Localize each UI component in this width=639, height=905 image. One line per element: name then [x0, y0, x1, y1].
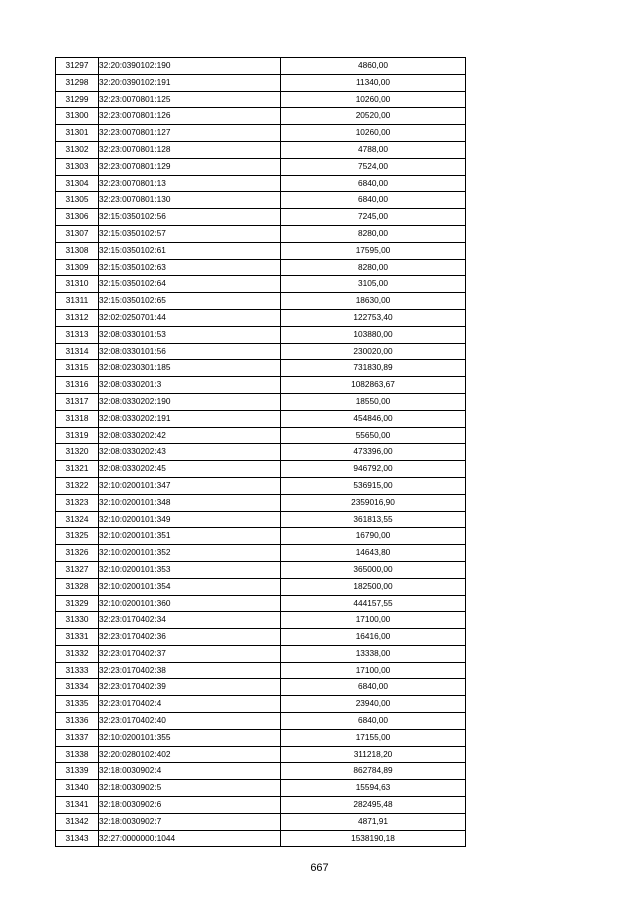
- value-cell: 6840,00: [281, 192, 466, 209]
- cadastral-number-cell: 32:15:0350102:64: [99, 276, 281, 293]
- cadastral-number-cell: 32:18:0030902:7: [99, 813, 281, 830]
- table-row: [56, 276, 466, 293]
- table-row: [56, 645, 466, 662]
- row-number-cell: 31320: [56, 444, 99, 461]
- table-row: [56, 58, 466, 75]
- table-row: [56, 679, 466, 696]
- value-cell: 17100,00: [281, 612, 466, 629]
- row-number-cell: 31312: [56, 309, 99, 326]
- table-row: [56, 74, 466, 91]
- row-number-cell: 31319: [56, 427, 99, 444]
- table-row: [56, 192, 466, 209]
- cadastral-number-cell: 32:18:0030902:4: [99, 763, 281, 780]
- cadastral-number-cell: 32:23:0070801:126: [99, 108, 281, 125]
- cadastral-number-cell: 32:23:0070801:128: [99, 141, 281, 158]
- row-number-cell: 31299: [56, 91, 99, 108]
- table-row: [56, 158, 466, 175]
- value-cell: 361813,55: [281, 511, 466, 528]
- row-number-cell: 31324: [56, 511, 99, 528]
- cadastral-number-cell: 32:23:0170402:40: [99, 713, 281, 730]
- row-number-cell: 31326: [56, 545, 99, 562]
- row-number-cell: 31342: [56, 813, 99, 830]
- cadastral-number-cell: 32:23:0170402:38: [99, 662, 281, 679]
- table-row: [56, 561, 466, 578]
- value-cell: 10260,00: [281, 91, 466, 108]
- cadastral-number-cell: 32:08:0330202:191: [99, 410, 281, 427]
- value-cell: 6840,00: [281, 713, 466, 730]
- value-cell: 16790,00: [281, 528, 466, 545]
- table-row: [56, 545, 466, 562]
- value-cell: 18550,00: [281, 393, 466, 410]
- cadastral-number-cell: 32:10:0200101:352: [99, 545, 281, 562]
- row-number-cell: 31329: [56, 595, 99, 612]
- value-cell: 11340,00: [281, 74, 466, 91]
- row-number-cell: 31333: [56, 662, 99, 679]
- value-cell: 3105,00: [281, 276, 466, 293]
- cadastral-number-cell: 32:20:0390102:190: [99, 58, 281, 75]
- table-row: [56, 629, 466, 646]
- cadastral-number-cell: 32:08:0230301:185: [99, 360, 281, 377]
- cadastral-number-cell: 32:08:0330202:45: [99, 461, 281, 478]
- value-cell: 18630,00: [281, 293, 466, 310]
- cadastral-number-cell: 32:10:0200101:349: [99, 511, 281, 528]
- cadastral-number-cell: 32:15:0350102:65: [99, 293, 281, 310]
- cadastral-number-cell: 32:23:0070801:125: [99, 91, 281, 108]
- table-row: [56, 780, 466, 797]
- cadastral-number-cell: 32:08:0330101:56: [99, 343, 281, 360]
- value-cell: 4871,91: [281, 813, 466, 830]
- value-cell: 13338,00: [281, 645, 466, 662]
- cadastral-number-cell: 32:10:0200101:360: [99, 595, 281, 612]
- table-row: [56, 830, 466, 847]
- cadastral-number-cell: 32:23:0070801:127: [99, 125, 281, 142]
- table-row: [56, 729, 466, 746]
- value-cell: 365000,00: [281, 561, 466, 578]
- cadastral-number-cell: 32:23:0170402:39: [99, 679, 281, 696]
- value-cell: 23940,00: [281, 696, 466, 713]
- value-cell: 17155,00: [281, 729, 466, 746]
- row-number-cell: 31321: [56, 461, 99, 478]
- cadastral-number-cell: 32:08:0330201:3: [99, 377, 281, 394]
- row-number-cell: 31306: [56, 209, 99, 226]
- cadastral-number-cell: 32:08:0330101:53: [99, 326, 281, 343]
- value-cell: 230020,00: [281, 343, 466, 360]
- value-cell: 6840,00: [281, 679, 466, 696]
- value-cell: 8280,00: [281, 259, 466, 276]
- table-row: [56, 141, 466, 158]
- table-row: [56, 662, 466, 679]
- row-number-cell: 31303: [56, 158, 99, 175]
- value-cell: 55650,00: [281, 427, 466, 444]
- table-row: [56, 713, 466, 730]
- cadastral-number-cell: 32:23:0170402:34: [99, 612, 281, 629]
- value-cell: 282495,48: [281, 797, 466, 814]
- table-row: [56, 360, 466, 377]
- table-row: [56, 209, 466, 226]
- value-cell: 536915,00: [281, 477, 466, 494]
- value-cell: 946792,00: [281, 461, 466, 478]
- value-cell: 103880,00: [281, 326, 466, 343]
- value-cell: 444157,55: [281, 595, 466, 612]
- table-row: [56, 393, 466, 410]
- value-cell: 473396,00: [281, 444, 466, 461]
- row-number-cell: 31327: [56, 561, 99, 578]
- row-number-cell: 31331: [56, 629, 99, 646]
- value-cell: 4860,00: [281, 58, 466, 75]
- row-number-cell: 31322: [56, 477, 99, 494]
- table-row: [56, 511, 466, 528]
- row-number-cell: 31298: [56, 74, 99, 91]
- value-cell: 7245,00: [281, 209, 466, 226]
- table-row: [56, 225, 466, 242]
- table-row: [56, 326, 466, 343]
- cadastral-number-cell: 32:10:0200101:355: [99, 729, 281, 746]
- table-row: [56, 528, 466, 545]
- cadastral-number-cell: 32:27:0000000:1044: [99, 830, 281, 847]
- cadastral-number-cell: 32:18:0030902:6: [99, 797, 281, 814]
- cadastral-number-cell: 32:10:0200101:351: [99, 528, 281, 545]
- table-row: [56, 242, 466, 259]
- row-number-cell: 31304: [56, 175, 99, 192]
- table-row: [56, 696, 466, 713]
- value-cell: 6840,00: [281, 175, 466, 192]
- row-number-cell: 31328: [56, 578, 99, 595]
- table-row: [56, 763, 466, 780]
- table-row: [56, 91, 466, 108]
- table-row: [56, 797, 466, 814]
- cadastral-number-cell: 32:15:0350102:57: [99, 225, 281, 242]
- cadastral-number-cell: 32:10:0200101:348: [99, 494, 281, 511]
- cadastral-number-cell: 32:02:0250701:44: [99, 309, 281, 326]
- value-cell: 1082863,67: [281, 377, 466, 394]
- row-number-cell: 31334: [56, 679, 99, 696]
- cadastral-number-cell: 32:10:0200101:354: [99, 578, 281, 595]
- table-row: [56, 477, 466, 494]
- row-number-cell: 31315: [56, 360, 99, 377]
- value-cell: 122753,40: [281, 309, 466, 326]
- cadastral-number-cell: 32:23:0170402:36: [99, 629, 281, 646]
- table-row: [56, 595, 466, 612]
- cadastral-value-table: [55, 57, 466, 847]
- row-number-cell: 31317: [56, 393, 99, 410]
- table-row: [56, 108, 466, 125]
- row-number-cell: 31313: [56, 326, 99, 343]
- cadastral-number-cell: 32:20:0280102:402: [99, 746, 281, 763]
- table-row: [56, 813, 466, 830]
- value-cell: 8280,00: [281, 225, 466, 242]
- row-number-cell: 31325: [56, 528, 99, 545]
- row-number-cell: 31323: [56, 494, 99, 511]
- table-body: [56, 58, 466, 847]
- cadastral-number-cell: 32:23:0070801:130: [99, 192, 281, 209]
- value-cell: 4788,00: [281, 141, 466, 158]
- page-number: 667: [310, 862, 329, 874]
- value-cell: 16416,00: [281, 629, 466, 646]
- value-cell: 1538190,18: [281, 830, 466, 847]
- row-number-cell: 31297: [56, 58, 99, 75]
- value-cell: 17595,00: [281, 242, 466, 259]
- value-cell: 17100,00: [281, 662, 466, 679]
- value-cell: 20520,00: [281, 108, 466, 125]
- value-cell: 454846,00: [281, 410, 466, 427]
- row-number-cell: 31316: [56, 377, 99, 394]
- cadastral-number-cell: 32:23:0070801:13: [99, 175, 281, 192]
- row-number-cell: 31305: [56, 192, 99, 209]
- table-row: [56, 494, 466, 511]
- cadastral-number-cell: 32:15:0350102:63: [99, 259, 281, 276]
- value-cell: 10260,00: [281, 125, 466, 142]
- table-row: [56, 377, 466, 394]
- cadastral-number-cell: 32:18:0030902:5: [99, 780, 281, 797]
- row-number-cell: 31330: [56, 612, 99, 629]
- row-number-cell: 31302: [56, 141, 99, 158]
- value-cell: 7524,00: [281, 158, 466, 175]
- row-number-cell: 31311: [56, 293, 99, 310]
- value-cell: 2359016,90: [281, 494, 466, 511]
- cadastral-number-cell: 32:23:0070801:129: [99, 158, 281, 175]
- row-number-cell: 31308: [56, 242, 99, 259]
- row-number-cell: 31314: [56, 343, 99, 360]
- row-number-cell: 31318: [56, 410, 99, 427]
- table-row: [56, 612, 466, 629]
- value-cell: 731830,89: [281, 360, 466, 377]
- cadastral-number-cell: 32:08:0330202:42: [99, 427, 281, 444]
- row-number-cell: 31301: [56, 125, 99, 142]
- table-row: [56, 410, 466, 427]
- cadastral-number-cell: 32:15:0350102:56: [99, 209, 281, 226]
- value-cell: 862784,89: [281, 763, 466, 780]
- cadastral-number-cell: 32:20:0390102:191: [99, 74, 281, 91]
- row-number-cell: 31337: [56, 729, 99, 746]
- cadastral-number-cell: 32:10:0200101:353: [99, 561, 281, 578]
- cadastral-number-cell: 32:08:0330202:190: [99, 393, 281, 410]
- table-row: [56, 125, 466, 142]
- value-cell: 311218,20: [281, 746, 466, 763]
- row-number-cell: 31310: [56, 276, 99, 293]
- row-number-cell: 31332: [56, 645, 99, 662]
- row-number-cell: 31338: [56, 746, 99, 763]
- table-row: [56, 293, 466, 310]
- row-number-cell: 31339: [56, 763, 99, 780]
- cadastral-number-cell: 32:15:0350102:61: [99, 242, 281, 259]
- cadastral-number-cell: 32:08:0330202:43: [99, 444, 281, 461]
- cadastral-number-cell: 32:10:0200101:347: [99, 477, 281, 494]
- cadastral-number-cell: 32:23:0170402:4: [99, 696, 281, 713]
- table-row: [56, 578, 466, 595]
- table-row: [56, 444, 466, 461]
- row-number-cell: 31340: [56, 780, 99, 797]
- row-number-cell: 31343: [56, 830, 99, 847]
- row-number-cell: 31307: [56, 225, 99, 242]
- row-number-cell: 31341: [56, 797, 99, 814]
- row-number-cell: 31309: [56, 259, 99, 276]
- table-row: [56, 175, 466, 192]
- row-number-cell: 31300: [56, 108, 99, 125]
- table-row: [56, 259, 466, 276]
- row-number-cell: 31336: [56, 713, 99, 730]
- value-cell: 14643,80: [281, 545, 466, 562]
- table-row: [56, 427, 466, 444]
- cadastral-number-cell: 32:23:0170402:37: [99, 645, 281, 662]
- table-row: [56, 309, 466, 326]
- table-row: [56, 461, 466, 478]
- table-row: [56, 746, 466, 763]
- value-cell: 182500,00: [281, 578, 466, 595]
- table-row: [56, 343, 466, 360]
- row-number-cell: 31335: [56, 696, 99, 713]
- value-cell: 15594,63: [281, 780, 466, 797]
